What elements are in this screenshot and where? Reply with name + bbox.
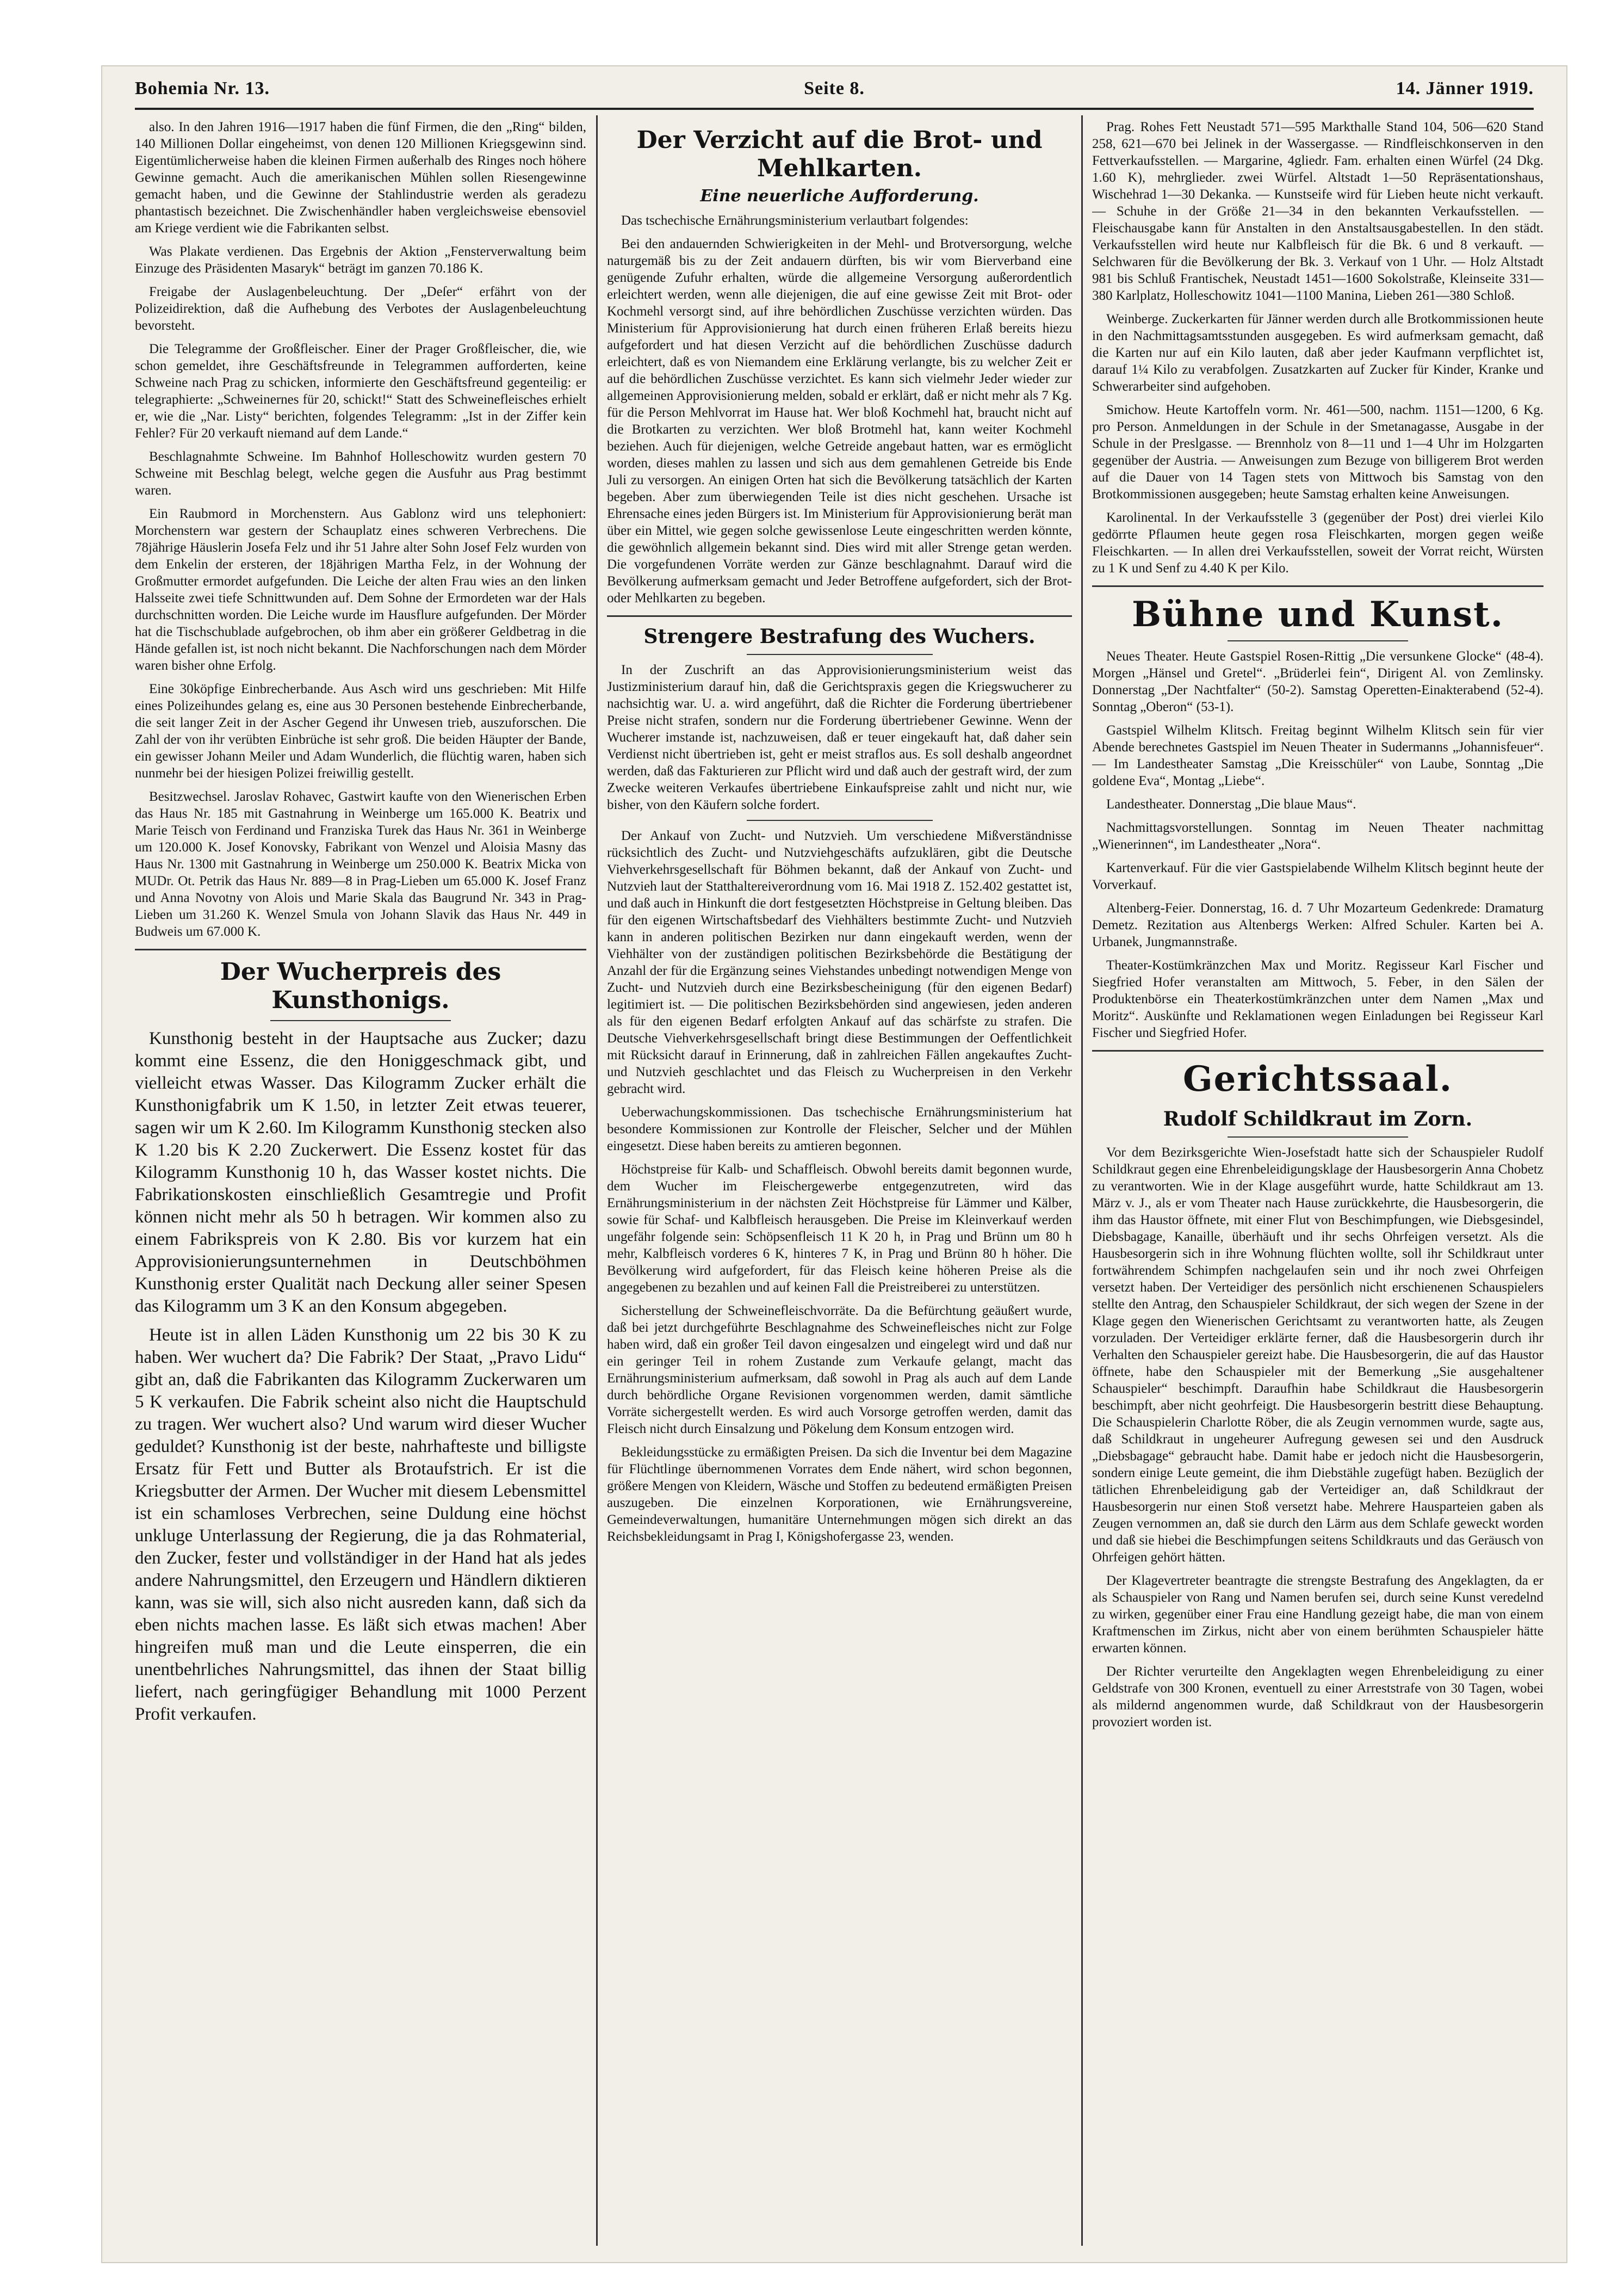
- article-paragraph: Smichow. Heute Kartoffeln vorm. Nr. 461—500, nachm. 1151—1200, 6 Kg. pro Person. Anmeldungen in der Schule in der Smetanagasse, Ausgabe in der Schule in der Preslgasse. — Brennholz von 8—11 und 1—4 Uhr im Holzgarten gegenüber der Austria. — Anweisungen zum Bezuge von billigerem Brot werden auf die Dauer von 14 Tagen stets von Mittwoch bis Samstag von den Brotkommissionen ausgegeben; heute Samstag erhalten keine Anweisungen.: [1092, 403, 1544, 502]
- article-heading: Der Verzicht auf die Brot- und Mehlkarten.: [636, 126, 1043, 182]
- short-rule: [747, 820, 933, 821]
- article-heading: Strengere Bestrafung des Wuchers.: [643, 625, 1036, 648]
- article-paragraph: Karolinental. In der Verkaufsstelle 3 (gegenüber der Post) drei vierlei Kilo gedörrte Pflaumen heute gegen rosa Fleischkarten, morgen gegen weiße Fleischkarten. — In allen drei Verkaufsstellen, soweit der Vorrat reicht, Würsten zu 1 K und Senf zu 4.40 K per Kilo.: [1092, 510, 1544, 576]
- article-subheading: Eine neuerliche Aufforderung.: [700, 187, 979, 206]
- article-paragraph: Vor dem Bezirksgerichte Wien-Josefstadt hatte sich der Schauspieler Rudolf Schildkraut gegen eine Ehrenbeleidigungsklage der Hausbesorgerin Anna Chobetz zu verantworten. Wie in der Klage ausgeführt wurde, hatte Schildkraut am 13. März v. J., als er vom Theater nach Hause zurückkehrte, die Hausbesorgerin, die ihm das Haustor öffnete, mit einer Flut von Beschimpfungen, wie Diebsgesindel, Diebsbagage, Kanaille, überhäuft und ihr sechs Ohrfeigen versetzt. Als die Hausbesorgerin sich in ihre Wohnung flüchten wollte, soll ihr Schildkraut unter fortwährendem Schimpfen nachgelaufen sein und ihr noch zwei Ohrfeigen versetzt haben. Der Verteidiger des persönlich nicht erschienenen Schauspielers stellte den Antrag, den Schauspieler Schildkraut, der sich wegen der Szene in der Klage gegen den Wienerischen Gerichtsamt zu verantworten hatte, als Zeugen vorzuladen. Der Verteidiger erklärte ferner, daß die Hausbesorgerin durch ihr Verhalten den Schauspieler gereizt habe. Die Hausbesorgerin, die auf das Haustor öffnete, habe den Schauspieler mit der Bemerkung „Sie ausgehaltener Schauspieler“ beschimpft. Daraufhin habe Schildkraut die Hausbesorgerin beschimpft, aber nicht geohrfeigt. Die Hausbesorgerin bestritt diese Behauptung. Die Schauspielerin Charlotte Röber, die als Zeugin vernommen wurde, sagte aus, daß Schildkraut in ungeheurer Aufregung gewesen sei und den Ausdruck „Diebsbagage“ gebraucht habe. Damit habe er jedoch nicht die Hausbesorgerin, sondern einige Leute gemeint, die ihm Diebstähle zugefügt haben. Bezüglich der tätlichen Ehrenbeleidigung gab der Verteidiger an, daß Schildkraut der Hausbesorgerin nur einen Stoß versetzt habe. Mehrere Hausparteien gaben als Zeugen vernommen an, daß sie durch den Lärm aus dem Schlafe geweckt worden und daß sie hiebei die Beschimpfungen seitens Schildkrauts und das Geräusch von Ohrfeigen gehört hätten.: [1092, 1145, 1544, 1565]
- article-paragraph: Theater-Kostümkränzchen Max und Moritz. Regisseur Karl Fischer und Siegfried Hofer veranstalten am Mittwoch, 5. Feber, in den Sälen der Produktenbörse ein Theaterkostümkränzchen unter dem Namen „Max und Moritz“. Auskünfte und Reklamationen wegen Einladungen bei Regisseur Karl Fischer und Siegfried Hofer.: [1092, 958, 1544, 1040]
- header-rule: [135, 108, 1534, 110]
- column-1: [135, 119, 586, 2229]
- paper-name: Bohemia Nr. 13.: [135, 78, 270, 98]
- article-paragraph: Höchstpreise für Kalb- und Schaffleisch. Obwohl bereits damit begonnen wurde, dem Wucher im Fleischergewerbe entgegenzutreten, wird das Ernährungsministerium in der nächsten Zeit Höchstpreise für Lämmer und Kälber, sowie für Schaf- und Kalbfleisch herausgeben. Die Preise im Kleinverkauf werden ungefähr folgende sein: Schöpsenfleisch 11 K 20 h, in Prag und Brünn um 80 h mehr, Kalbfleisch vorderes 6 K, hinteres 7 K, in Prag und Brünn 80 h höher. Die Bevölkerung wird aufgefordert, für das Fleisch keine höheren Preise als die angegebenen zu bezahlen und auf keinen Fall die Preistreiberei zu unterstützen.: [607, 1162, 1072, 1295]
- column-divider-1: [596, 115, 598, 2246]
- section-rule: [607, 615, 1072, 617]
- column-3: [1092, 119, 1544, 2229]
- article-paragraph: Nachmittagsvorstellungen. Sonntag im Neuen Theater nachmittag „Wienerinnen“, im Landestheater „Nora“.: [1092, 820, 1544, 852]
- article-paragraph: Kunsthonig besteht in der Hauptsache aus Zucker; dazu kommt eine Essenz, die den Honiggeschmack gibt, und vielleicht etwas Wasser. Das Kilogramm Zucker erhält die Kunsthonigfabrik um K 1.50, in letzter Zeit etwas teuerer, sagen wir um K 2.60. Im Kilogramm Kunsthonig stecken also K 1.20 bis K 2.20 Zuckerwert. Die Essenz kostet für das Kilogramm Kunsthonig 10 h, das Wasser kostet nichts. Die Fabrikationskosten einschließlich Gesamtregie und Profit können nicht mehr als 50 h betragen. Wir kommen also zu einem Fabrikspreis von K 2.80. Bis vor kurzem hat ein Approvisionierungsunternehmen in Deutschböhmen Kunsthonig erster Qualität nach Deckung aller seiner Spesen das Kilogramm um 3 K an den Konsum abgegeben.: [135, 1029, 586, 1316]
- page-number: Seite 8.: [804, 78, 865, 98]
- article-paragraph: Heute ist in allen Läden Kunsthonig um 22 bis 30 K zu haben. Wer wuchert da? Die Fabrik? Der Staat, „Pravo Lidu“ gibt an, daß die Fabrikanten das Kilogramm Zuckerwaren um 5 K verkaufen. Die Fabrik scheint also nicht die Hauptschuld zu tragen. Wer wuchert also? Und warum wird dieser Wucher geduldet? Kunsthonig ist der beste, nahrhafteste und billigste Ersatz für Fett und Butter als Brotaufstrich. Er ist die Kriegsbutter der Armen. Der Wucher mit diesem Lebensmittel ist ein schamloses Verbrechen, seine Duldung eine höchst unkluge Unterlassung der Regierung, die ja das Rohmaterial, den Zucker, fester und vollständiger in der Hand hat als jedes andere Nahrungsmittel, den Erzeugern und Händlern diktieren kann, was sie will, sich also nicht ausreden kann, daß sich da eben nichts machen lasse. Es läßt sich etwas machen! Aber hingreifen muß man und die Leute einsperren, die ein unentbehrliches Nahrungsmittel, das ihnen der Staat billig liefert, nach geringfügiger Behandlung mit 1000 Perzent Profit verkaufen.: [135, 1325, 586, 1724]
- section-heading: Bühne und Kunst.: [1132, 594, 1504, 635]
- article-paragraph: Der Richter verurteilte den Angeklagten wegen Ehrenbeleidigung zu einer Geldstrafe von 300 Kronen, eventuell zu einer Arreststrafe von 30 Tagen, wobei als mildernd angenommen wurde, daß Schildkraut von der Hausbesorgerin provoziert worden ist.: [1092, 1664, 1544, 1729]
- article-paragraph: In der Zuschrift an das Approvisionierungsministerium weist das Justizministerium darauf hin, daß die Gerichtspraxis gegen die Kriegswucherer zu nachsichtig war. U. a. wird angeführt, daß die Richter die Forderung übertriebener Preise nicht strafen, sondern nur die Forderung übertriebener Gewinne. Wenn der Wucherer imstande ist, nachzuweisen, daß er teuer eingekauft hat, daß daher sein Verdienst nicht übertrieben ist, geht er meist straflos aus. Es soll deshalb angeordnet werden, daß das Fakturieren zur Pflicht wird und daß auch der gestraft wird, der zum Zwecke weiteren Verkaufes übertriebene Einkaufspreise zahlt und nicht nur, wie bisher, von den Käufern solche fordert.: [607, 663, 1072, 812]
- heading-rule: [1228, 640, 1408, 641]
- article-paragraph: Ein Raubmord in Morchenstern. Aus Gablonz wird uns telephoniert: Morchenstern war gestern der Schauplatz eines schweren Verbrechens. Die 78jährige Häuslerin Josefa Felz und ihr 51 Jahre alter Sohn Josef Felz wurden von dem Enkelin der ersteren, der 18jährigen Martha Felz, in der Wohnung der Großmutter ermordet aufgefunden. Die Leiche der alten Frau wies an den linken Halsseite zwei tiefe Schnittwunden auf. Dem Sohne der Ermordeten war der Hals durchschnitten worden. Die Leiche wurde im Hausflure aufgefunden. Der Mörder hat die Tischschublade aufgebrochen, ob ihm aber ein größerer Geldbetrag in die Hände gefallen ist, ist noch nicht bekannt. Die Nachforschungen nach dem Mörder waren bisher ohne Erfolg.: [135, 506, 586, 673]
- article-paragraph: Was Plakate verdienen. Das Ergebnis der Aktion „Fensterverwaltung beim Einzuge des Präsidenten Masaryk“ beträgt im ganzen 70.186 K.: [135, 244, 586, 276]
- column-divider-2: [1081, 115, 1083, 2246]
- article-paragraph: Landestheater. Donnerstag „Die blaue Maus“.: [1106, 797, 1356, 812]
- article-paragraph: Weinberge. Zuckerkarten für Jänner werden durch alle Brotkommissionen heute in den Nachmittagsamtsstunden ausgegeben. Es wird aufmerksam gemacht, daß die Karten nur auf ein Kilo lauten, daß aber jeder Kaufmann verpflichtet ist, darauf 1¼ Kilo zu verabfolgen. Zusatzkarten auf Zucker für Kinder, Kranke und Schwerarbeiter sind aufgehoben.: [1092, 312, 1544, 394]
- heading-rule: [747, 654, 933, 655]
- article-paragraph: Prag. Rohes Fett Neustadt 571—595 Markthalle Stand 104, 506—620 Stand 258, 621—670 bei Jelinek in der Wassergasse. — Rindfleischkonserven in den Fettverkaufsstellen. — Margarine, 4gliedr. Fam. erhalten einen Würfel (24 Dkg. 1.60 K), mehrglieder. zwei Würfel. Altstadt 1—50 Repräsentationshaus, Wischehrad 1—30 Dekanka. — Kunstseife wird für Lieben heute nicht verkauft. — Schuhe in der Größe 21—34 in den bekannten Verkaufsstellen. — Fleischausgabe kann für Anstalten in den Anstaltsausgabestellen. In den städt. Verkaufsstellen wird heute nur Kalbfleisch für die Bk. 6 und 8 verkauft. — Selchwaren für die Bevölkerung der Bk. 3. Verkauf von 1 Uhr. — Holz Altstadt 981 bis Schluß Frantischek, Neustadt 1451—1600 Sokolstraße, Kleinseite 331—380 Karlplatz, Holleschowitz 1041—1100 Manina, Lieben 261—380 Schloß.: [1092, 120, 1544, 303]
- article-paragraph: Der Ankauf von Zucht- und Nutzvieh. Um verschiedene Mißverständnisse rücksichtlich des Zucht- und Nutzviehgeschäfts aufzuklären, gibt die Deutsche Viehverkehrsgesellschaft für Böhmen bekannt, daß der Ankauf von Zucht- und Nutzvieh laut der Statthaltereiverordnung vom 16. Mai 1918 Z. 152.402 gestattet ist, und daß auch in Hinkunft die dort festgesetzten Höchstpreise in Geltung bleiben. Das für den eigenen Wirtschaftsbedarf des Viehhälters bestimmte Zucht- und Nutzvieh kann in anderen politischen Bezirken nur dann eingekauft werden, wenn der Viehhälter von der zuständigen politischen Bezirksbehörde die Bestätigung der Anzahl der für die Ergänzung seines Viehstandes unbedingt notwendigen Menge von Zucht- und Nutzvieh durch eine Bezirksbescheinigung (für den eigenen Bedarf) legitimiert ist. — Die politischen Bezirksbehörden sind angewiesen, jeden anderen als für den eigenen Bedarf erfolgten Ankauf auf das schärfste zu strafen. Die Deutsche Viehverkehrsgesellschaft bringt diese Bestimmungen der Oeffentlichkeit mit Rücksicht darauf in Erinnerung, daß in zahlreichen Fällen angekauftes Zucht- und Nutzvieh geschlachtet und das Fleisch zu Wucherpreisen in den Verkehr gebracht wird.: [607, 829, 1072, 1096]
- article-paragraph: Der Klagevertreter beantragte die strengste Bestrafung des Angeklagten, da er als Schauspieler von Rang und Namen berufen sei, durch seine Kunst veredelnd zu wirken, gegenüber einer Frau eine Handlung gezeigt habe, die man von einem Kraftmenschen im Zirkus, nicht aber von einem berühmten Schauspieler hätte erwarten können.: [1092, 1573, 1544, 1655]
- article-paragraph: Die Telegramme der Großfleischer. Einer der Prager Großfleischer, die, wie schon gemeldet, ihre Geschäftsfreunde in Telegrammen aufforderten, keine Schweine nach Prag zu schicken, informierte den Geschäftsfreund gegenteilig: er telegraphierte: „Schweinernes für 20, schickt!“ Statt des Schweinefleisches erhielt er, wie die „Nar. Listy“ berichten, folgendes Telegramm: „Ist in der Ziffer kein Fehler? Für 20 verkauft niemand auf dem Lande.“: [135, 342, 586, 441]
- article-paragraph: Kartenverkauf. Für die vier Gastspielabende Wilhelm Klitsch beginnt heute der Vorverkauf.: [1092, 861, 1544, 892]
- article-paragraph: Beschlagnahmte Schweine. Im Bahnhof Holleschowitz wurden gestern 70 Schweine mit Beschlag belegt, welche gegen die Ausfuhr aus Prag bestimmt waren.: [135, 449, 586, 498]
- newspaper-page: [101, 65, 1567, 2263]
- article-paragraph: Neues Theater. Heute Gastspiel Rosen-Rittig „Die versunkene Glocke“ (48-4). Morgen „Hänsel und Gretel“. „Brüderlei fein“, Dirigent Al. von Zemlinsky. Donnerstag „Der Nachtfalter“ (50-2). Samstag Operetten-Einakterabend (52-4). Sonntag „Oberon“ (53-1).: [1092, 649, 1544, 714]
- article-paragraph: Altenberg-Feier. Donnerstag, 16. d. 7 Uhr Mozarteum Gedenkrede: Dramaturg Demetz. Rezitation aus Altenbergs Werken: Alfred Schuler. Karten bei A. Urbanek, Jungmannstraße.: [1092, 901, 1544, 949]
- article-heading: Der Wucherpreis des Kunsthonigs.: [220, 958, 501, 1014]
- column-2: [607, 119, 1072, 2229]
- section-rule: [1092, 1050, 1544, 1052]
- article-subheading: Rudolf Schildkraut im Zorn.: [1163, 1108, 1473, 1130]
- article-paragraph: Besitzwechsel. Jaroslav Rohavec, Gastwirt kaufte von den Wienerischen Erben das Haus Nr. 185 mit Gastnahrung in Weinberge um 165.000 K. Beatrix und Marie Teisch von Ferdinand und Franziska Turek das Haus Nr. 361 in Weinberge um 120.000 K. Josef Konovsky, Fabrikant von Wenzel und Aloisia Masny das Haus Nr. 1300 mit Gastnahrung in Weinberge um 250.000 K. Beatrix Micka von MUDr. Ot. Petrik das Haus Nr. 889—8 in Prag-Lieben um 65.000 K. Josef Franz und Anna Novotny von Alois und Marie Skala das Baugrund Nr. 343 in Prag-Lieben um 31.260 K. Wenzel Smula von Johann Slavik das Haus Nr. 449 in Budweis um 67.000 K.: [135, 789, 586, 939]
- issue-date: 14. Jänner 1919.: [1396, 78, 1534, 98]
- article-paragraph: Bekleidungsstücke zu ermäßigten Preisen. Da sich die Inventur bei dem Magazine für Flüchtlinge übernommenen Vorrates dem Ende nähert, wird schon begonnen, größere Mengen von Kleidern, Wäsche und Stoffen zu bedeutend ermäßigten Preisen auszugeben. Die einzelnen Korporationen, wie Ernährungsvereine, Gemeindeverwaltungen, humanitäre Unternehmungen mögen sich direkt an das Reichsbekleidungsamt in Prag I, Königshofergasse 23, wenden.: [607, 1445, 1072, 1544]
- article-paragraph: Freigabe der Auslagenbeleuchtung. Der „Deſer“ erfährt von der Polizeidirektion, daß die Aufhebung des Verbotes der Auslagenbeleuchtung bevorsteht.: [135, 285, 586, 333]
- article-paragraph: Bei den andauernden Schwierigkeiten in der Mehl- und Brotversorgung, welche naturgemäß bis zu der Zeit andauern dürften, bis wir vom Bierverband eine genügende Zufuhr erhalten, würde die allgemeine Versorgung außerordentlich erleichtert werden, wenn alle diejenigen, die auf eine gewisse Zeit mit Brot- oder Kochmehl versorgt sind, auf ihre behördlichen Zuschüsse verzichten würden. Das Ministerium für Approvisionierung hat durch einen früheren Erlaß bereits hiezu aufgefordert und hat diesen Verzicht auf die behördlichen Zuschüsse dadurch erleichtert, daß es von Niemandem eine Erklärung verlangte, bis zu welcher Zeit er auf die behördlichen Zuschüsse verzichtet. Es kann sich vielmehr Jeder wieder zur allgemeinen Approvisionierung melden, sobald er erklärt, daß er nicht mehr als 7 Kg. für die Person Mehlvorrat im Hause hat. Wer bloß Kochmehl hat, braucht nicht auf die Brotkarten zu verzichten. Wer bloß Brotmehl hat, kann weiter Kochmehl beziehen. Auch für diejenigen, welche Getreide angebaut hatten, war es ermöglicht worden, dieses mahlen zu lassen und sich aus dem gemahlenen Getreide bis Ende Juli zu versorgen. An einigen Orten hat sich die Bevölkerung tatsächlich der Karten begeben. Aber zum überwiegenden Teile ist dies nicht geschehen. Ursache ist Ehrensache eines jeden Bürgers ist. Im Ministerium für Approvisionierung berät man über ein Mittel, wie gegen solche gewissenlose Leute eingeschritten werden könnte, die gewöhnlich allgemein bekannt sind. Dies wird mit aller Strenge getan werden. Die vorgefundenen Vorräte werden zur Gänze beschlagnahmt. Darauf wird die Bevölkerung aufmerksam gemacht und Jeder Betroffene aufgefordert, sich der Brot- oder Mehlkarten zu begeben.: [607, 237, 1072, 606]
- heading-rule: [270, 1020, 451, 1021]
- article-paragraph: Gastspiel Wilhelm Klitsch. Freitag beginnt Wilhelm Klitsch sein für vier Abende berechnetes Gastspiel im Neuen Theater in Sudermanns „Johannisfeuer“. — Im Landestheater Samstag „Die Kreisschüler“ von Laube, Sonntag „Die goldene Eva“, Montag „Liebe“.: [1092, 723, 1544, 788]
- article-paragraph: Das tschechische Ernährungsministerium verlautbart folgendes:: [621, 213, 969, 228]
- article-paragraph: Ueberwachungskommissionen. Das tschechische Ernährungsministerium hat besondere Kommissionen zur Kontrolle der Fleischer, Selcher und der Mühlen eingesetzt. Diese haben bereits zu amtieren begonnen.: [607, 1105, 1072, 1153]
- article-paragraph: Eine 30köpfige Einbrecherbande. Aus Asch wird uns geschrieben: Mit Hilfe eines Polizeihundes gelang es, eine aus 30 Personen bestehende Einbrecherbande, die seit langer Zeit in der Ascher Gegend ihr Unwesen trieb, auszuforschen. Die Zahl der von ihr verübten Einbrüche ist sehr groß. Die beiden Häupter der Bande, ein gewisser Johann Meiler und Adam Wunderlich, die flüchtig waren, haben sich nunmehr bei der hiesigen Polizei freiwillig gestellt.: [135, 682, 586, 781]
- article-paragraph: also. In den Jahren 1916—1917 haben die fünf Firmen, die den „Ring“ bilden, 140 Millionen Dollar eingeheimst, von denen 120 Millionen Kriegsgewinn sind. Eigentümlicherweise haben die kleinen Firmen außerhalb des Ringes noch höhere Gewinne gemacht. Auch die amerikanischen Mühlen sollen Riesengewinne gemacht haben, und die Gewinne der Stahlindustrie werden als geradezu phantastisch bezeichnet. Die Zwischenhändler haben vergleichsweise ebensoviel am Kriege verdient wie die Fabrikanten selbst.: [135, 120, 586, 236]
- section-rule: [135, 949, 586, 950]
- article-paragraph: Sicherstellung der Schweinefleischvorräte. Da die Befürchtung geäußert wurde, daß bei jetzt durchgeführte Beschlagnahme des Schweinefleisches nicht zur Folge haben wird, daß ein großer Teil davon eingesalzen und eingelegt wird und daß nur ein geringer Teil in rohem Zustande zum Verkaufe gelangt, macht das Ernährungsministerium aufmerksam, daß sowohl in Prag als auch auf dem Lande durch behördliche Organe Revisionen vorgenommen werden, damit sämtliche Vorräte sichergestellt werden. Es wird auch Vorsorge getroffen werden, damit das Fleisch nicht durch Einsalzung und Pökelung dem Konsum entzogen wird.: [607, 1303, 1072, 1436]
- section-heading: Gerichtssaal.: [1182, 1059, 1453, 1099]
- heading-rule: [1228, 1136, 1408, 1138]
- section-rule: [1092, 585, 1544, 587]
